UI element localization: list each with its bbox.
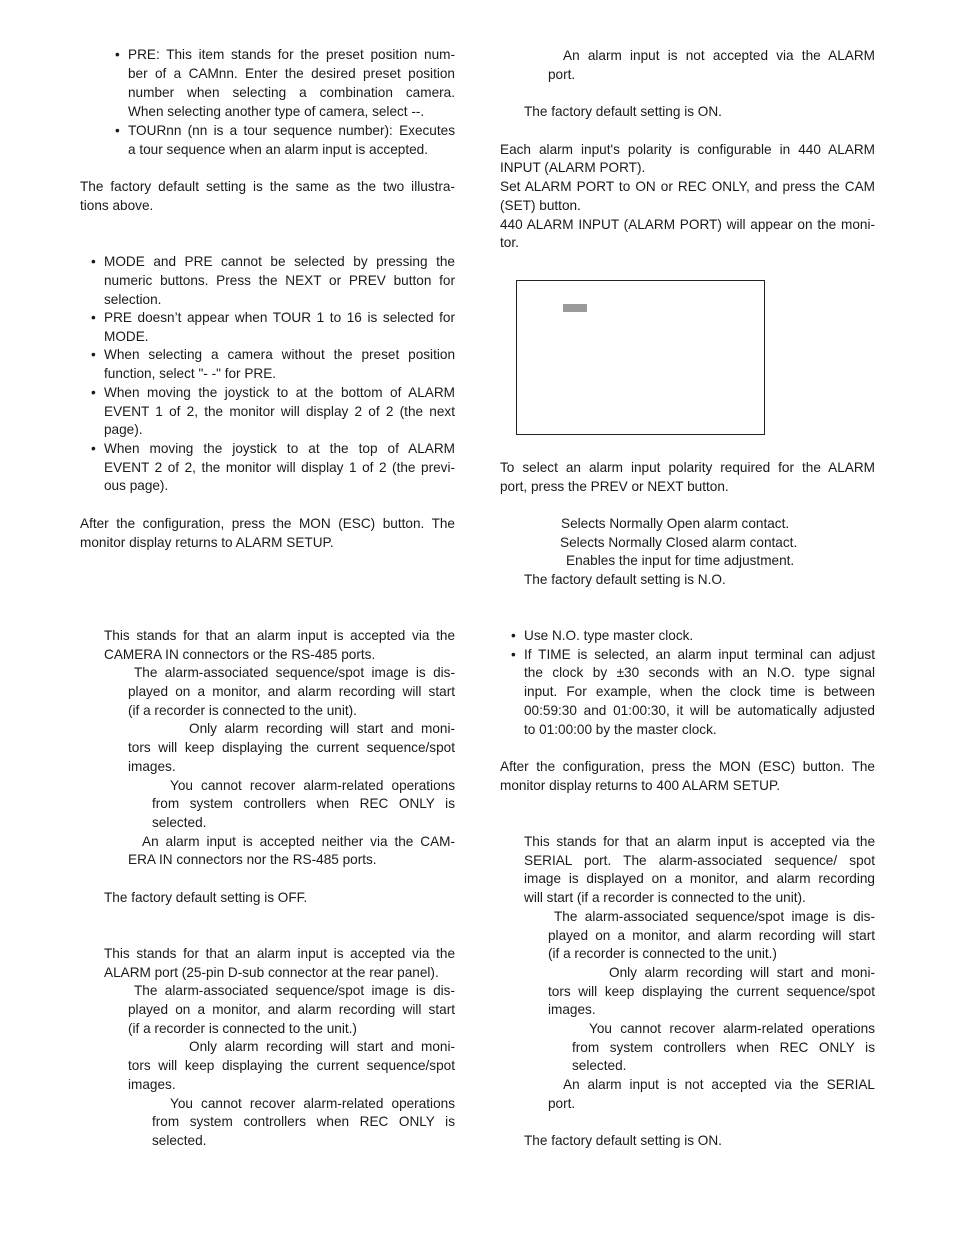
note-joystick-up-line3: ous page). <box>104 478 169 493</box>
serial-intro-line4: will start (if a recorder is connected to the unit). <box>524 890 806 905</box>
polarity-line2: INPUT (ALARM PORT). <box>500 160 646 175</box>
serial-off-line2: port. <box>548 1096 576 1111</box>
note-pre-line2: MODE. <box>104 329 149 344</box>
bullet-pre-line2: ber of a CAMnn. Enter the desired preset position <box>128 66 455 81</box>
option-time: Enables the input for time adjustment. <box>566 553 795 568</box>
camera-in-on-line2: played on a monitor, and alarm recording will start <box>128 684 455 699</box>
camera-in-intro-line1: This stands for that an alarm input is accepted via the <box>104 628 455 643</box>
note-joystick-up-line2: EVENT 2 of 2, the monitor will display 1 of 2 (the previ- <box>104 460 455 475</box>
note-camera-line2: function, select "- -" for PRE. <box>104 366 277 381</box>
camera-in-off-line2: ERA IN connectors nor the RS-485 ports. <box>128 852 377 867</box>
serial-rec-line1: Only alarm recording will start and moni- <box>609 965 875 980</box>
camera-in-intro-line2: CAMERA IN connectors or the RS-485 ports. <box>104 647 376 662</box>
serial-rec-line2: tors will keep displaying the current sequence/spot <box>548 984 875 999</box>
serial-note-line1: You cannot recover alarm-related operations <box>589 1021 875 1036</box>
serial-on-line2: played on a monitor, and alarm recording will start <box>548 928 875 943</box>
monitor-screen-illustration <box>516 280 765 435</box>
camera-in-note-line1: You cannot recover alarm-related operations <box>170 778 455 793</box>
note-time-line2: the clock by ±30 seconds with an N.O. type signal <box>524 665 875 680</box>
after-config-line2: monitor display returns to ALARM SETUP. <box>80 535 334 550</box>
camera-in-on-line1: The alarm-associated sequence/spot image is dis- <box>134 665 455 680</box>
default-no: The factory default setting is N.O. <box>524 572 726 587</box>
default1-line2: tions above. <box>80 198 154 213</box>
alarm-port-intro-line2: ALARM port (25-pin D-sub connector at the rear panel). <box>104 965 439 980</box>
note-joystick-down-line3: page). <box>104 422 143 437</box>
polarity-line4: (SET) button. <box>500 198 581 213</box>
serial-intro-line1: This stands for that an alarm input is accepted via the <box>524 834 875 849</box>
camera-in-note-line2: from system controllers when REC ONLY is <box>152 796 455 811</box>
alarm-off-line2: port. <box>548 67 576 82</box>
alarm-off-line1: An alarm input is not accepted via the ALARM <box>563 48 875 63</box>
serial-on-line1: The alarm-associated sequence/spot image is dis- <box>554 909 875 924</box>
alarm-port-note-line1: You cannot recover alarm-related operations <box>170 1096 455 1111</box>
alarm-port-rec-line1: Only alarm recording will start and moni- <box>189 1039 455 1054</box>
alarm-port-note-line2: from system controllers when REC ONLY is <box>152 1114 455 1129</box>
note-time-line5: to 01:00:00 by the master clock. <box>524 722 717 737</box>
bullet-pre-line4: When selecting another type of camera, select --. <box>128 104 425 119</box>
alarm-port-on-line3: (if a recorder is connected to the unit.) <box>128 1021 357 1036</box>
note-time-line4: 00:59:30 and 01:00:30, it will be automatically adjusted <box>524 703 875 718</box>
camera-in-default: The factory default setting is OFF. <box>104 890 308 905</box>
serial-rec-line3: images. <box>548 1002 596 1017</box>
option-no: Selects Normally Open alarm contact. <box>561 516 790 531</box>
note-time-line3: input. For example, when the clock time is between <box>524 684 875 699</box>
alarm-default-on: The factory default setting is ON. <box>524 104 722 119</box>
alarm-port-rec-line3: images. <box>128 1077 176 1092</box>
note-time-line1: • If TIME is selected, an alarm input terminal can adjust <box>524 646 875 665</box>
note-pre-line1: • PRE doesn’t appear when TOUR 1 to 16 is selected for <box>104 309 455 328</box>
camera-in-rec-line1: Only alarm recording will start and moni- <box>189 721 455 736</box>
polarity-line3: Set ALARM PORT to ON or REC ONLY, and press the CAM <box>500 179 875 194</box>
note-joystick-down-line2: EVENT 1 of 2, the monitor will display 2 of 2 (the next <box>104 404 455 419</box>
bullet-pre-line1: • PRE: This item stands for the preset position num- <box>128 46 455 65</box>
right-after-config-line1: After the configuration, press the MON (ESC) button. The <box>500 759 875 774</box>
alarm-port-on-line1: The alarm-associated sequence/spot image is dis- <box>134 983 455 998</box>
right-after-config-line2: monitor display returns to 400 ALARM SETUP. <box>500 778 781 793</box>
polarity-line1: Each alarm input's polarity is configurable in 440 ALARM <box>500 142 875 157</box>
option-nc: Selects Normally Closed alarm contact. <box>560 535 798 550</box>
default1-line1: The factory default setting is the same as the two illustra- <box>80 179 455 194</box>
select-polarity-line1: To select an alarm input polarity required for the ALARM <box>500 460 875 475</box>
alarm-port-rec-line2: tors will keep displaying the current sequence/spot <box>128 1058 455 1073</box>
note-joystick-down-line1: • When moving the joystick to at the bottom of ALARM <box>104 384 455 403</box>
serial-note-line3: selected. <box>572 1058 627 1073</box>
alarm-port-on-line2: played on a monitor, and alarm recording will start <box>128 1002 455 1017</box>
serial-on-line3: (if a recorder is connected to the unit.) <box>548 946 777 961</box>
note-joystick-up-line1: • When moving the joystick to at the top of ALARM <box>104 440 455 459</box>
bullet-tour-line2: a tour sequence when an alarm input is accepted. <box>128 142 429 157</box>
serial-intro-line2: SERIAL port. The alarm-associated sequence/ spot <box>524 853 875 868</box>
camera-in-off-line1: An alarm input is accepted neither via the CAM- <box>142 834 455 849</box>
alarm-port-intro-line1: This stands for that an alarm input is accepted via the <box>104 946 455 961</box>
polarity-line6: tor. <box>500 235 519 250</box>
serial-off-line1: An alarm input is not accepted via the SERIAL <box>563 1077 875 1092</box>
note-mode-line1: • MODE and PRE cannot be selected by pressing the <box>104 253 455 272</box>
note-mode-line3: selection. <box>104 292 162 307</box>
camera-in-rec-line3: images. <box>128 759 176 774</box>
after-config-line1: After the configuration, press the MON (ESC) button. The <box>80 516 455 531</box>
select-polarity-line2: port, press the PREV or NEXT button. <box>500 479 729 494</box>
note-master-clock: • Use N.O. type master clock. <box>524 627 693 646</box>
polarity-line5: 440 ALARM INPUT (ALARM PORT) will appear on the moni- <box>500 217 875 232</box>
serial-note-line2: from system controllers when REC ONLY is <box>572 1040 875 1055</box>
serial-default: The factory default setting is ON. <box>524 1133 722 1148</box>
bullet-pre-line3: number when selecting a combination camera. <box>128 85 455 100</box>
note-mode-line2: numeric buttons. Press the NEXT or PREV button for <box>104 273 455 288</box>
camera-in-on-line3: (if a recorder is connected to the unit). <box>128 703 357 718</box>
cursor-highlight <box>563 304 587 312</box>
camera-in-note-line3: selected. <box>152 815 207 830</box>
note-camera-line1: • When selecting a camera without the preset position <box>104 346 455 365</box>
bullet-tour-line1: • TOURnn (nn is a tour sequence number): Executes <box>128 122 455 141</box>
alarm-port-note-line3: selected. <box>152 1133 207 1148</box>
camera-in-rec-line2: tors will keep displaying the current sequence/spot <box>128 740 455 755</box>
serial-intro-line3: image is displayed on a monitor, and alarm recording <box>524 871 875 886</box>
